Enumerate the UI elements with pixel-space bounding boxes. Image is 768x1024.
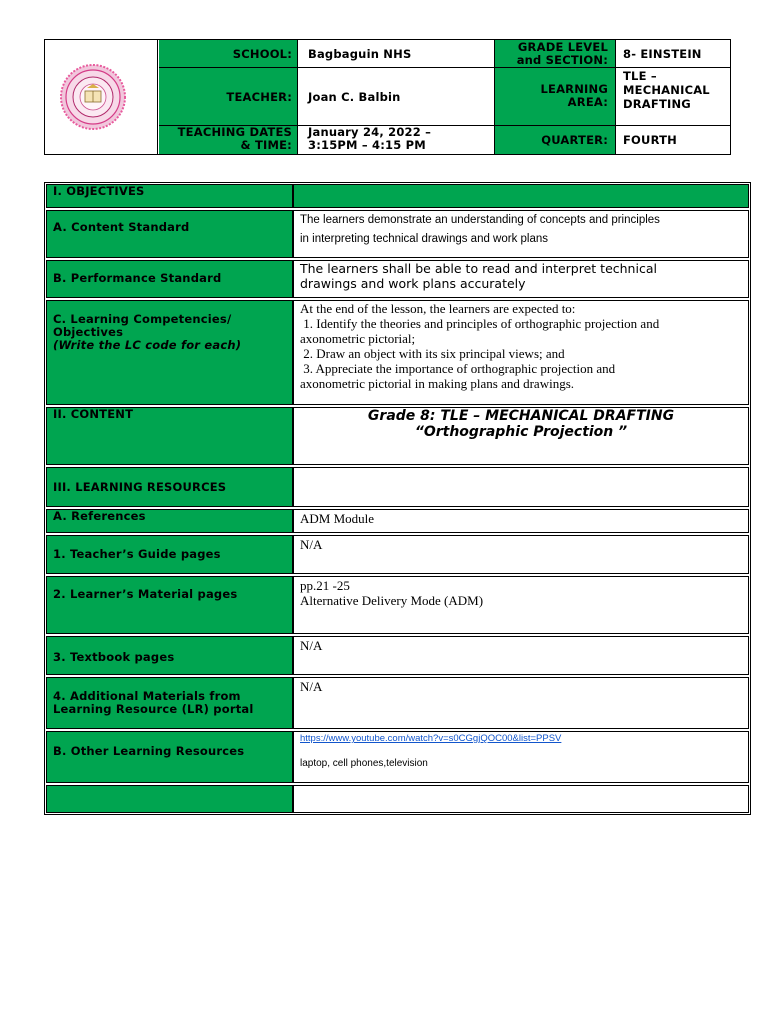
quarter-label-cell: [495, 126, 616, 154]
content-label: II. CONTENT: [53, 407, 134, 421]
lm-value-cell: [293, 576, 749, 634]
lm-value-line1: pp.21 -25: [300, 578, 350, 593]
dates-value-line1: January 24, 2022 –: [308, 125, 432, 139]
other-resource-text: laptop, cell phones,television: [300, 758, 428, 769]
competencies-line5: 3. Appreciate the importance of orthographic projection and: [300, 361, 616, 376]
area-label-line1: LEARNING: [540, 82, 608, 96]
dates-value-cell: [298, 126, 495, 154]
performance-standard-text: [300, 261, 657, 291]
area-label-line2: AREA:: [567, 95, 608, 109]
lm-value: [300, 578, 483, 608]
resources-value-cell: [293, 467, 749, 507]
performance-standard-label-cell: [46, 260, 293, 298]
additional-value: N/A: [300, 679, 323, 694]
teacher-label: TEACHER:: [226, 90, 292, 104]
final-label-cell: [46, 785, 293, 813]
content-title-line1: Grade 8: TLE – MECHANICAL DRAFTING: [367, 408, 675, 424]
lm-value-line2: Alternative Delivery Mode (ADM): [300, 593, 484, 608]
lm-label: 2. Learner’s Material pages: [53, 587, 238, 601]
other-resource-link[interactable]: https://www.youtube.com/watch?v=s0CGgjQOC00&list=PPSV: [300, 733, 562, 744]
content-standard-text: [300, 211, 660, 249]
grade-value: 8- EINSTEIN: [623, 47, 702, 61]
tg-label: 1. Teacher’s Guide pages: [53, 547, 221, 561]
other-label: B. Other Learning Resources: [53, 744, 245, 758]
resources-label: III. LEARNING RESOURCES: [53, 480, 227, 494]
other-label-cell: [46, 731, 293, 783]
references-label: A. References: [53, 509, 146, 523]
competencies-label-cell: [46, 300, 293, 405]
additional-value-cell: [293, 677, 749, 729]
competencies-label-line3: (Write the LC code for each): [53, 338, 242, 352]
additional-label: [47, 678, 292, 719]
quarter-value-cell: [616, 126, 730, 154]
competencies-line6: axonometric pictorial in making plans and drawings.: [300, 376, 575, 391]
dates-label-line2: & TIME:: [240, 138, 292, 152]
lm-label-cell: [46, 576, 293, 634]
area-value-line3: DRAFTING: [623, 97, 691, 111]
dates-label-cell: [159, 126, 298, 154]
grade-label-cell: [495, 40, 616, 67]
textbook-value-cell: [293, 636, 749, 675]
content-value-cell: [293, 407, 749, 465]
quarter-value: FOURTH: [623, 133, 677, 147]
grade-label: [517, 41, 608, 67]
quarter-label: QUARTER:: [541, 133, 608, 147]
references-value: ADM Module: [300, 511, 375, 526]
competencies-line2: 1. Identify the theories and principles of orthographic projection and: [300, 316, 660, 331]
references-label-cell: [46, 509, 293, 533]
performance-standard-line2: drawings and work plans accurately: [300, 276, 526, 291]
dates-label-line1: TEACHING DATES: [177, 125, 292, 139]
additional-label-cell: [46, 677, 293, 729]
content-standard-line1: The learners demonstrate an understanding of concepts and principles: [300, 214, 660, 226]
performance-standard-value-cell: [293, 260, 749, 298]
competencies-line1: At the end of the lesson, the learners are expected to:: [300, 301, 576, 316]
tg-value: N/A: [300, 537, 323, 552]
grade-label-line1: GRADE LEVEL: [517, 40, 608, 54]
competencies-label-line1: C. Learning Competencies/: [53, 312, 232, 326]
area-value-cell: [616, 68, 730, 125]
additional-label-line2: Learning Resource (LR) portal: [53, 702, 254, 716]
content-title-line2: “Orthographic Projection ”: [414, 424, 628, 440]
area-label: [540, 83, 608, 109]
area-value-line2: MECHANICAL: [623, 83, 710, 97]
dates-label: [178, 126, 292, 152]
teacher-value-cell: [298, 68, 495, 125]
competencies-text: [300, 301, 659, 391]
content-standard-label: A. Content Standard: [53, 220, 190, 234]
area-value-line1: TLE –: [623, 69, 657, 83]
school-value: Bagbaguin NHS: [308, 47, 412, 61]
school-value-cell: [298, 40, 495, 67]
competencies-line3: axonometric pictorial;: [300, 331, 416, 346]
competencies-value-cell: [293, 300, 749, 405]
grade-value-cell: [616, 40, 730, 67]
textbook-label-cell: [46, 636, 293, 675]
content-standard-label-cell: [46, 210, 293, 258]
dates-value: [308, 126, 431, 152]
textbook-value: N/A: [300, 638, 323, 653]
content-standard-value-cell: [293, 210, 749, 258]
content-standard-line2: in interpreting technical drawings and work plans: [300, 233, 549, 245]
other-value-cell: [293, 731, 749, 783]
references-value-cell: [293, 509, 749, 533]
school-seal-icon: [58, 64, 128, 130]
textbook-label: 3. Textbook pages: [53, 650, 175, 664]
objectives-label-cell: [46, 184, 293, 208]
tg-value-cell: [293, 535, 749, 574]
area-value: [623, 69, 710, 111]
objectives-label: I. OBJECTIVES: [53, 184, 145, 198]
tg-label-cell: [46, 535, 293, 574]
teacher-label-cell: [159, 68, 298, 125]
school-label-cell: [159, 40, 298, 67]
area-label-cell: [495, 68, 616, 125]
resources-label-cell: [46, 467, 293, 507]
content-label-cell: [46, 407, 293, 465]
final-value-cell: [293, 785, 749, 813]
additional-label-line1: 4. Additional Materials from: [53, 689, 241, 703]
content-title: [294, 408, 748, 440]
competencies-line4: 2. Draw an object with its six principal views; and: [300, 346, 565, 361]
teacher-value: Joan C. Balbin: [308, 90, 401, 104]
performance-standard-line1: The learners shall be able to read and interpret technical: [300, 261, 657, 276]
objectives-value-cell: [293, 184, 749, 208]
school-label: SCHOOL:: [232, 47, 292, 61]
dates-value-line2: 3:15PM – 4:15 PM: [308, 138, 426, 152]
grade-label-line2: and SECTION:: [516, 53, 608, 67]
competencies-label: [47, 301, 292, 355]
competencies-label-line2: Objectives: [53, 325, 124, 339]
performance-standard-label: B. Performance Standard: [53, 271, 222, 285]
